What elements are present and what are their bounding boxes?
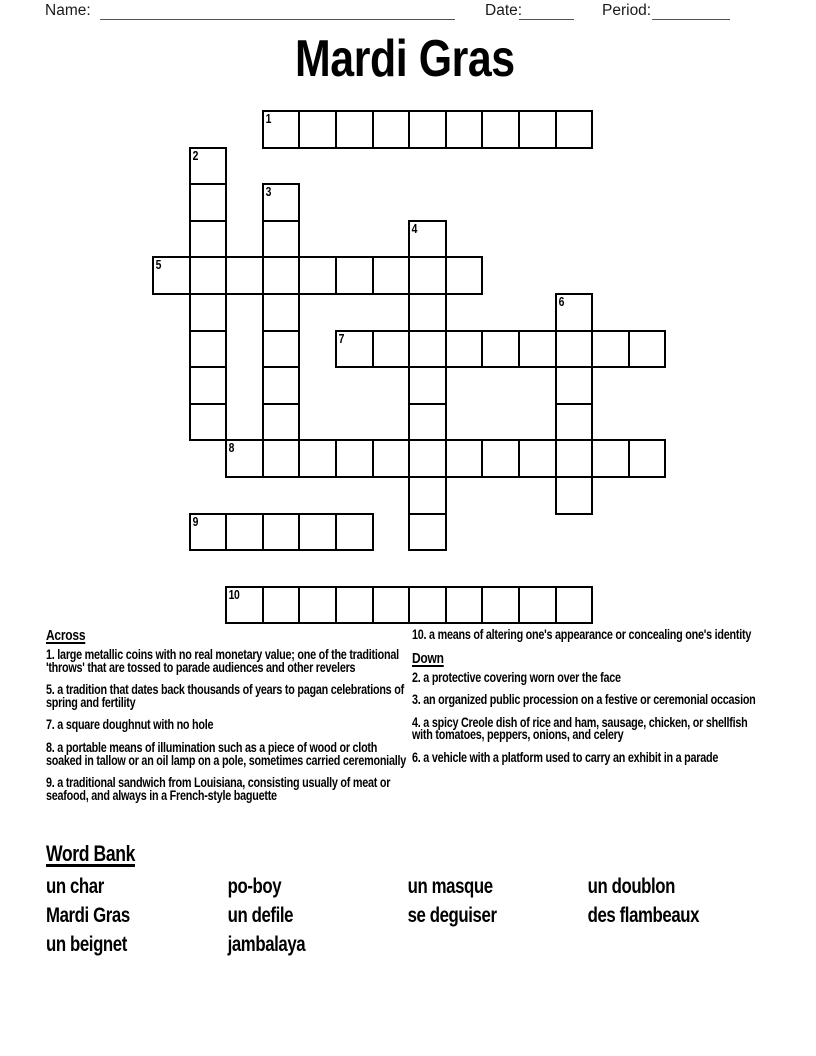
grid-cell bbox=[152, 256, 191, 295]
grid-cell bbox=[372, 586, 411, 625]
grid-cell bbox=[372, 439, 411, 478]
cell-number: 5 bbox=[155, 257, 161, 273]
overflow-across-clues-list bbox=[412, 629, 762, 642]
grid-cell bbox=[189, 256, 228, 295]
grid-cell bbox=[445, 586, 484, 625]
across-clue: 5. a tradition that dates back thousands of years to pagan celebrations of spring and fertility bbox=[46, 682, 404, 710]
grid-cell bbox=[555, 403, 594, 442]
across-clue: 9. a traditional sandwich from Louisiana, consisting usually of meat or seafood, and always in a French-style baguette bbox=[46, 775, 391, 803]
grid-cell bbox=[335, 330, 374, 369]
grid-cell bbox=[408, 110, 447, 149]
grid-cell bbox=[262, 110, 301, 149]
grid-cell bbox=[555, 293, 594, 332]
across-clue: 8. a portable means of illumination such as a piece of wood or cloth soaked in tallow or an oil lamp on a pole, sometimes carried ceremonially bbox=[46, 739, 407, 768]
word-bank-heading: Word Bank bbox=[46, 841, 135, 866]
grid-cell bbox=[262, 586, 301, 625]
grid-cell bbox=[481, 330, 520, 369]
cell-number: 6 bbox=[558, 294, 564, 309]
grid-cell bbox=[298, 110, 337, 149]
word-bank-item: po-boy bbox=[227, 875, 282, 898]
cell-number: 10 bbox=[228, 586, 240, 602]
grid-cell bbox=[481, 586, 520, 625]
grid-cell bbox=[298, 586, 337, 625]
grid-cell bbox=[555, 110, 594, 149]
grid-cell bbox=[189, 403, 228, 442]
grid-cell bbox=[408, 220, 447, 259]
cell-number: 2 bbox=[192, 147, 198, 163]
grid-cell bbox=[408, 256, 447, 295]
grid-cell bbox=[628, 330, 667, 369]
grid-cell bbox=[591, 439, 630, 478]
grid-cell bbox=[555, 586, 594, 625]
grid-cell bbox=[189, 366, 228, 405]
grid-cell bbox=[628, 439, 667, 478]
grid-cell bbox=[518, 110, 557, 149]
down-clues-column bbox=[412, 629, 762, 775]
name-blank bbox=[100, 2, 455, 20]
grid-cell bbox=[408, 403, 447, 442]
grid-cell bbox=[262, 403, 301, 442]
grid-cell bbox=[555, 439, 594, 478]
cell-number: 9 bbox=[192, 513, 198, 529]
grid-cell bbox=[335, 439, 374, 478]
page-title: Mardi Gras bbox=[295, 30, 515, 88]
grid-cell bbox=[408, 439, 447, 478]
grid-cell bbox=[262, 366, 301, 405]
down-clue: 2. a protective covering worn over the face bbox=[412, 669, 621, 685]
grid-cell bbox=[335, 256, 374, 295]
cell-number: 4 bbox=[411, 220, 418, 236]
grid-cell bbox=[408, 366, 447, 405]
across-clues-column bbox=[46, 629, 406, 812]
down-heading: Down bbox=[412, 649, 444, 667]
grid-cell bbox=[335, 110, 374, 149]
period-label: Period: bbox=[602, 2, 652, 19]
grid-cell bbox=[408, 513, 447, 552]
down-clue: 3. an organized public procession on a festive or ceremonial occasion bbox=[412, 692, 756, 708]
grid-cell bbox=[445, 256, 484, 295]
grid-cell bbox=[555, 366, 594, 405]
cell-number: 7 bbox=[338, 330, 344, 346]
word-bank-item: un defile bbox=[227, 903, 294, 927]
grid-cell bbox=[445, 110, 484, 149]
word-bank-item: se deguiser bbox=[407, 903, 497, 927]
grid-cell bbox=[189, 513, 228, 552]
cell-number: 8 bbox=[228, 440, 235, 456]
grid-cell bbox=[225, 439, 264, 478]
word-bank-item: Mardi Gras bbox=[46, 903, 130, 927]
grid-cell bbox=[555, 476, 594, 515]
grid-cell bbox=[298, 256, 337, 295]
period-blank bbox=[652, 2, 730, 20]
grid-cell bbox=[189, 293, 228, 332]
cell-number: 1 bbox=[265, 111, 271, 126]
grid-cell bbox=[189, 183, 228, 222]
word-bank-item: des flambeaux bbox=[587, 903, 700, 927]
across-heading: Across bbox=[46, 627, 86, 644]
grid-cell bbox=[298, 513, 337, 552]
grid-cell bbox=[189, 147, 228, 186]
word-bank-columns bbox=[46, 873, 814, 959]
word-bank-column bbox=[408, 873, 588, 959]
word-bank-column bbox=[228, 873, 408, 959]
word-bank bbox=[46, 843, 814, 959]
grid-cell bbox=[408, 330, 447, 369]
grid-cell bbox=[262, 293, 301, 332]
grid-cell bbox=[518, 439, 557, 478]
grid-cell bbox=[225, 586, 264, 625]
grid-cell bbox=[408, 293, 447, 332]
down-clue: 6. a vehicle with a platform used to carry an exhibit in a parade bbox=[412, 749, 719, 765]
grid-cell bbox=[555, 330, 594, 369]
grid-cell bbox=[335, 586, 374, 625]
grid-cell bbox=[372, 330, 411, 369]
grid-cell bbox=[408, 586, 447, 625]
down-clue: 4. a spicy Creole dish of rice and ham, sausage, chicken, or shellfish with tomatoes, peppers, onions, and celery bbox=[412, 714, 748, 743]
grid-cell bbox=[262, 256, 301, 295]
across-clue: 10. a means of altering one's appearance or concealing one's identity bbox=[412, 627, 752, 642]
grid-cell bbox=[372, 110, 411, 149]
grid-cell bbox=[262, 183, 301, 222]
grid-cell bbox=[518, 330, 557, 369]
grid-cell bbox=[298, 439, 337, 478]
word-bank-item: un doublon bbox=[587, 875, 676, 898]
date-blank bbox=[519, 2, 574, 20]
grid-cell bbox=[335, 513, 374, 552]
crossword-grid bbox=[152, 110, 667, 625]
word-bank-item: jambalaya bbox=[227, 932, 306, 956]
date-label: Date: bbox=[485, 2, 523, 19]
grid-cell bbox=[591, 330, 630, 369]
grid-cell bbox=[189, 220, 228, 259]
grid-cell bbox=[372, 256, 411, 295]
grid-cell bbox=[262, 439, 301, 478]
grid-cell bbox=[481, 439, 520, 478]
grid-cell bbox=[445, 439, 484, 478]
name-label: Name: bbox=[45, 2, 91, 19]
word-bank-item: un beignet bbox=[46, 932, 127, 956]
word-bank-column bbox=[588, 873, 814, 959]
grid-cell bbox=[225, 513, 264, 552]
grid-cell bbox=[262, 513, 301, 552]
across-clue: 7. a square doughnut with no hole bbox=[46, 717, 214, 733]
grid-cell bbox=[262, 220, 301, 259]
grid-cell bbox=[189, 330, 228, 369]
grid-cell bbox=[481, 110, 520, 149]
down-clues-list bbox=[412, 669, 762, 765]
grid-cell bbox=[225, 256, 264, 295]
grid-cell bbox=[445, 330, 484, 369]
grid-cell bbox=[518, 586, 557, 625]
word-bank-item: un masque bbox=[407, 875, 493, 898]
grid-cell bbox=[408, 476, 447, 515]
cell-number: 3 bbox=[265, 184, 271, 200]
word-bank-column bbox=[46, 873, 228, 959]
word-bank-item: un char bbox=[46, 875, 104, 898]
across-clue: 1. large metallic coins with no real monetary value; one of the traditional 'throws' that are tossed to parade audiences and other revelers bbox=[46, 647, 399, 675]
grid-cell bbox=[262, 330, 301, 369]
across-clues-list bbox=[46, 649, 406, 802]
